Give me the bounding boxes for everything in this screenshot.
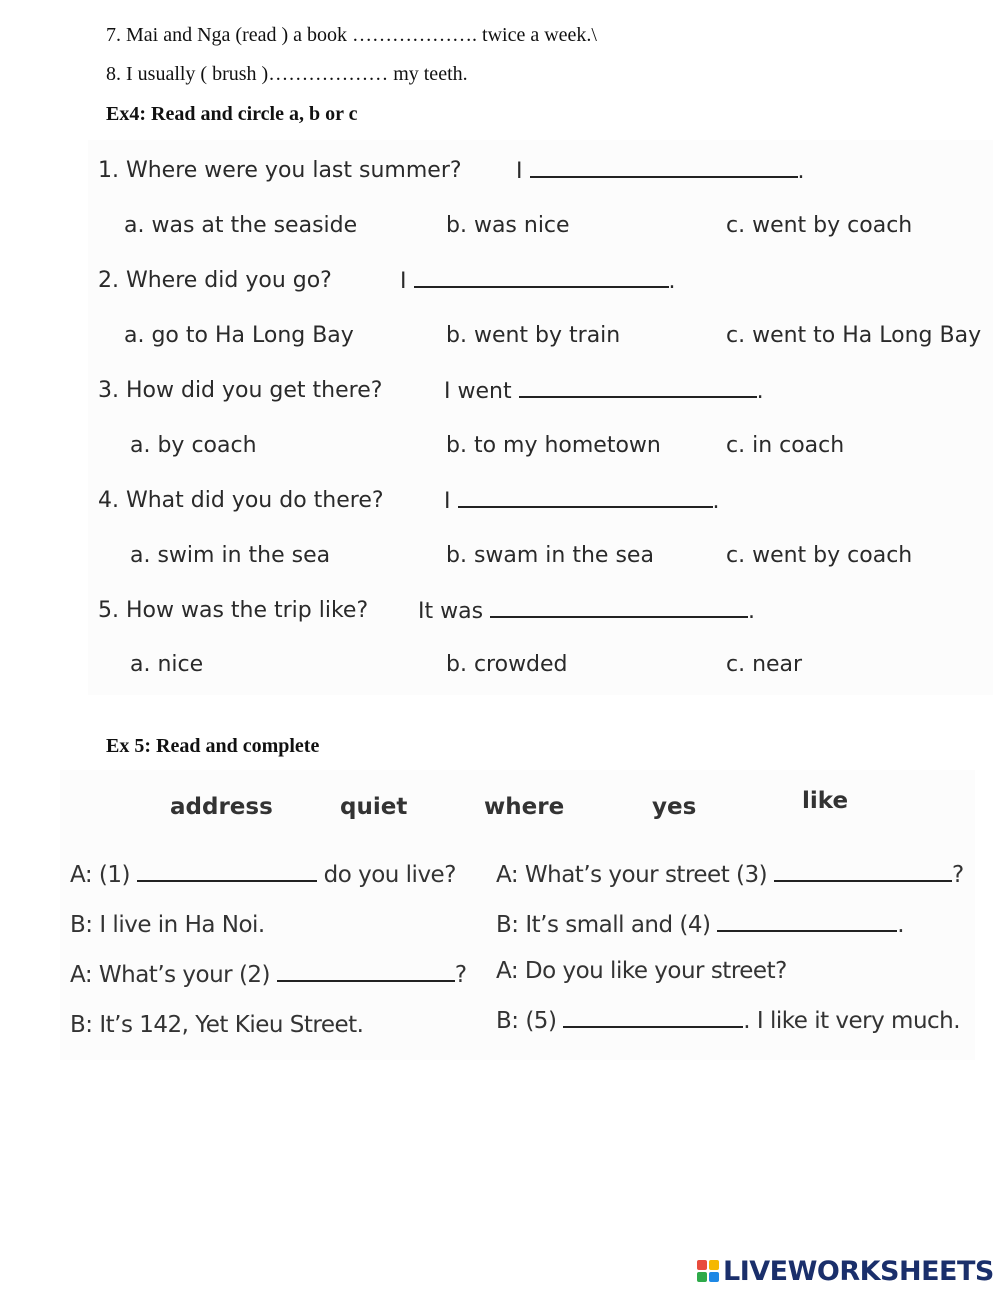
ex4-question-1: 1. Where were you last summer? <box>98 158 462 183</box>
logo-block <box>697 1272 707 1282</box>
word-bank-item: quiet <box>340 794 408 820</box>
word-bank-item: like <box>802 788 849 814</box>
ex5-blank-2[interactable] <box>277 962 455 982</box>
logo-text: LIVEWORKSHEETS <box>723 1255 994 1287</box>
ex4-lead-1: I <box>516 159 523 184</box>
dialogue-right-4: B: (5) . I like it very much. <box>496 1008 961 1034</box>
ex4-lead-4: I <box>444 489 451 514</box>
ex4-question-4: 4. What did you do there? <box>98 488 384 513</box>
ex4-q1-option-c[interactable]: c. went by coach <box>726 213 913 238</box>
ex4-blank-1[interactable] <box>530 158 798 178</box>
ex4-question-5: 5. How was the trip like? <box>98 598 369 623</box>
ex4-answer-line-5[interactable]: It was . <box>418 599 756 624</box>
ex4-lead-2: I <box>400 269 407 294</box>
ex4-answer-line-1[interactable]: I . <box>516 159 805 184</box>
liveworksheets-logo <box>697 1255 994 1287</box>
ex3-item-7: 7. Mai and Nga (read ) a book ………………. twice a week.\ <box>106 24 597 46</box>
logo-icon <box>697 1260 719 1282</box>
ex4-q4-option-c[interactable]: c. went by coach <box>726 543 913 568</box>
dialogue-left-3: A: What’s your (2) ? <box>70 962 467 988</box>
ex5-title: Ex 5: Read and complete <box>106 735 320 757</box>
ex4-q4-option-a[interactable]: a. swim in the sea <box>130 543 331 568</box>
ex4-q3-option-c[interactable]: c. in coach <box>726 433 845 458</box>
ex4-q2-option-c[interactable]: c. went to Ha Long Bay <box>726 323 982 348</box>
logo-block <box>709 1272 719 1282</box>
ex5-blank-3[interactable] <box>774 862 952 882</box>
word-bank-item: yes <box>652 794 697 820</box>
ex4-blank-3[interactable] <box>519 378 757 398</box>
ex4-q4-option-b[interactable]: b. swam in the sea <box>446 543 654 568</box>
ex4-question-3: 3. How did you get there? <box>98 378 383 403</box>
ex4-q1-option-b[interactable]: b. was nice <box>446 213 570 238</box>
word-bank-item: where <box>484 794 565 820</box>
dialogue-right-2: B: It’s small and (4) . <box>496 912 905 938</box>
ex4-q5-option-a[interactable]: a. nice <box>130 652 204 677</box>
ex4-blank-4[interactable] <box>458 488 713 508</box>
dialogue-left-4: B: It’s 142, Yet Kieu Street. <box>70 1012 364 1038</box>
logo-block <box>697 1260 707 1270</box>
dialogue-right-3: A: Do you like your street? <box>496 958 787 984</box>
ex5-blank-4[interactable] <box>717 912 897 932</box>
ex4-answer-line-4[interactable]: I . <box>444 489 720 514</box>
ex4-q3-option-b[interactable]: b. to my hometown <box>446 433 661 458</box>
ex4-q2-option-b[interactable]: b. went by train <box>446 323 621 348</box>
logo-block <box>709 1260 719 1270</box>
ex5-blank-1[interactable] <box>137 862 317 882</box>
ex4-question-2: 2. Where did you go? <box>98 268 332 293</box>
ex4-q5-option-c[interactable]: c. near <box>726 652 803 677</box>
dialogue-left-1: A: (1) do you live? <box>70 862 456 888</box>
dialogue-left-2: B: I live in Ha Noi. <box>70 912 265 938</box>
ex4-lead-3: I went <box>444 379 512 404</box>
ex4-blank-5[interactable] <box>490 598 748 618</box>
dialogue-right-1: A: What’s your street (3) ? <box>496 862 964 888</box>
ex4-q5-option-b[interactable]: b. crowded <box>446 652 568 677</box>
ex4-q2-option-a[interactable]: a. go to Ha Long Bay <box>124 323 354 348</box>
ex4-answer-line-2[interactable]: I . <box>400 269 676 294</box>
ex4-blank-2[interactable] <box>414 268 669 288</box>
ex4-q1-option-a[interactable]: a. was at the seaside <box>124 213 358 238</box>
ex4-q3-option-a[interactable]: a. by coach <box>130 433 257 458</box>
ex4-answer-line-3[interactable]: I went . <box>444 379 764 404</box>
ex4-title: Ex4: Read and circle a, b or c <box>106 103 358 125</box>
word-bank-item: address <box>170 794 273 820</box>
ex5-blank-5[interactable] <box>563 1008 743 1028</box>
ex4-lead-5: It was <box>418 599 484 624</box>
ex3-item-8: 8. I usually ( brush )……………… my teeth. <box>106 63 468 85</box>
